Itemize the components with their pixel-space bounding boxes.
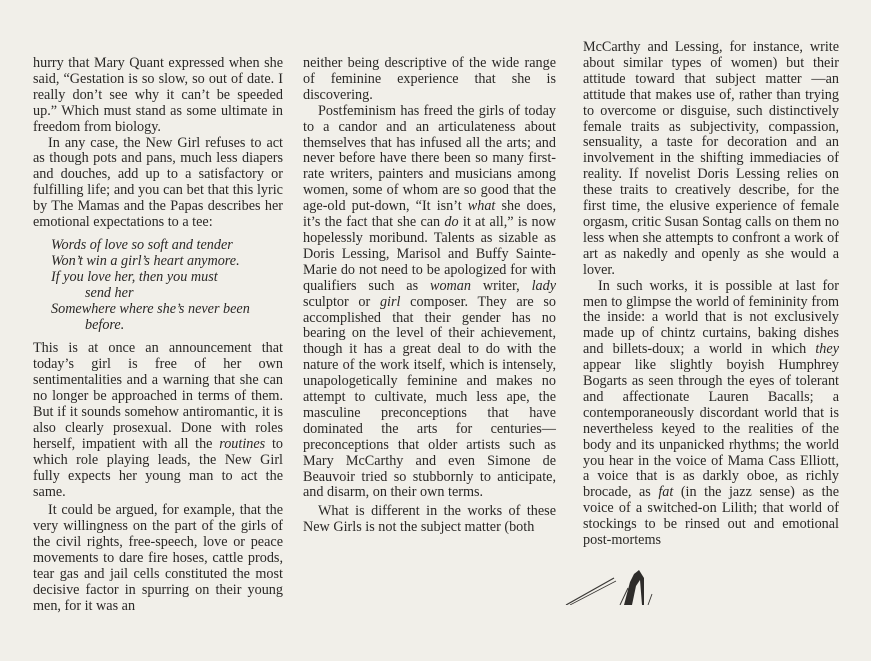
italic-text: what: [467, 198, 496, 215]
lyric-line: send her: [85, 284, 134, 301]
text-run: In such works, it is possible at last for men to glimpse the world of femininity from the inside: a world that is not exclusively made up of chintz curtains, baking dishes and billets-doux; a world in which: [583, 277, 839, 358]
paragraph: [33, 341, 283, 500]
lyric-line: Somewhere where she’s never been: [51, 300, 250, 317]
italic-text: routines: [219, 435, 266, 452]
paragraph: neither being descriptive of the wide range of feminine experience that she is discovering.: [303, 55, 556, 103]
lyric-line: before.: [85, 316, 125, 333]
text-run: sculptor or: [303, 293, 380, 310]
paragraph: What is different in the works of these New Girls is not the subject matter (both: [303, 503, 556, 536]
text-run: This is at once an announcement that today’s girl is free of her own sentimentalities and a warning that she can no longer be approached in terms of them. But if it sounds somehow antiromantic, it is also clearly prosexual. Done with roles herself, impatient with all the: [33, 340, 283, 452]
paragraph: In any case, the New Girl refuses to act as though pots and pans, much less diapers and douches, add up to a satisfactory or fulfilling life; and you can bet that this lyric by The Mamas and the Papas describes her emotional expectations to a tee:: [33, 134, 283, 231]
decorative-illustration-fragment: [560, 568, 680, 605]
text-run: it at all,” is now hopelessly moribund. Talents as sizable as Doris Lessing, Marisol and Buffy Sainte-Marie do not need to be apologized for with qualifiers such as: [303, 214, 556, 294]
paragraph: McCarthy and Lessing, for instance, write about similar types of women) but their attitude toward that subject matter —an attitude that makes use of, rather than trying to overcome or disguise, such distinctively female traits as subjectivity, compassion, sensuality, a taste for decoration and an involvement in the shifting immediacies of reality. If novelist Doris Lessing relies on these traits to creatively describe, for the first time, the elusive experience of female orgasm, critic Susan Sontag calls on them no less when she attempts to confront a work of art as nakedly and openly as she would a lover.: [583, 39, 839, 278]
italic-text: fat: [658, 484, 674, 501]
paragraph: [583, 279, 839, 549]
song-lyric-quote: [51, 238, 283, 333]
text-run: writer,: [470, 277, 532, 294]
column-right: [583, 40, 839, 645]
lyric-line: Words of love so soft and tender: [51, 236, 233, 253]
text-run: composer. They are so accomplished that their gender has no bearing on the level of their achievement, though it has a great deal to do with the nature of the work itself, which is intensely, unapologetically feminine and makes no attempt to cultivate, much less ape, the masculine preconceptions that have dominated the arts for centuries—preconceptions that older artists such as Mary McCarthy and even Simone de Beauvoir tried so stubbornly to anticipate, and disarm, on their own terms.: [303, 293, 556, 501]
italic-text: woman: [429, 277, 471, 294]
paragraph: hurry that Mary Quant expressed when she said, “Gestation is so slow, so out of date. I really don’t see why it can’t be speeded up.” Which must stand as some ultimate in freedom from biology.: [33, 55, 283, 135]
text-run: (in the jazz sense) as the voice of a switched-on Lilith; that world of stockings to be rinsed out and emotional post-mortems: [583, 484, 839, 549]
text-run: Postfeminism has freed the girls of today to a candor and an articulateness about themselves that has infused all the arts; and never before have there been so many first-rate writers, painters and musicians among women, some of whom are so good that the age-old put-down, “It isn’t: [303, 102, 556, 215]
lyric-line: Won’t win a girl’s heart anymore.: [51, 252, 240, 269]
italic-text: do: [444, 214, 459, 231]
paragraph: [303, 104, 556, 502]
italic-text: girl: [379, 293, 401, 310]
lyric-line: If you love her, then you must: [51, 268, 218, 285]
text-run: to which role playing leads, the New Girl fully expects her young man to act the same.: [33, 435, 283, 500]
italic-text: they: [815, 341, 839, 358]
paragraph: It could be argued, for example, that the very willingness on the part of the girls of the civil rights, free-speech, love or peace movements to dare fire hoses, cattle prods, tear gas and jail cells constituted the most decisive factor in spurring on their young men, for it was an: [33, 502, 283, 614]
column-left: [33, 56, 283, 661]
text-run: she does, it’s the fact that she can: [303, 198, 557, 231]
italic-text: lady: [531, 277, 556, 294]
text-run: appear like slightly boyish Humphrey Bogarts as seen through the eyes of tolerant and affectionate Lauren Bacalls; a contemporaneously discordant world that is nevertheless keyed to the realities of the body and its unpanicked rhythms; the world you hear in the voice of Mama Cass Elliott, a voice that is as darkly oboe, as richly brocade, as: [583, 357, 839, 501]
column-middle: [303, 56, 556, 661]
